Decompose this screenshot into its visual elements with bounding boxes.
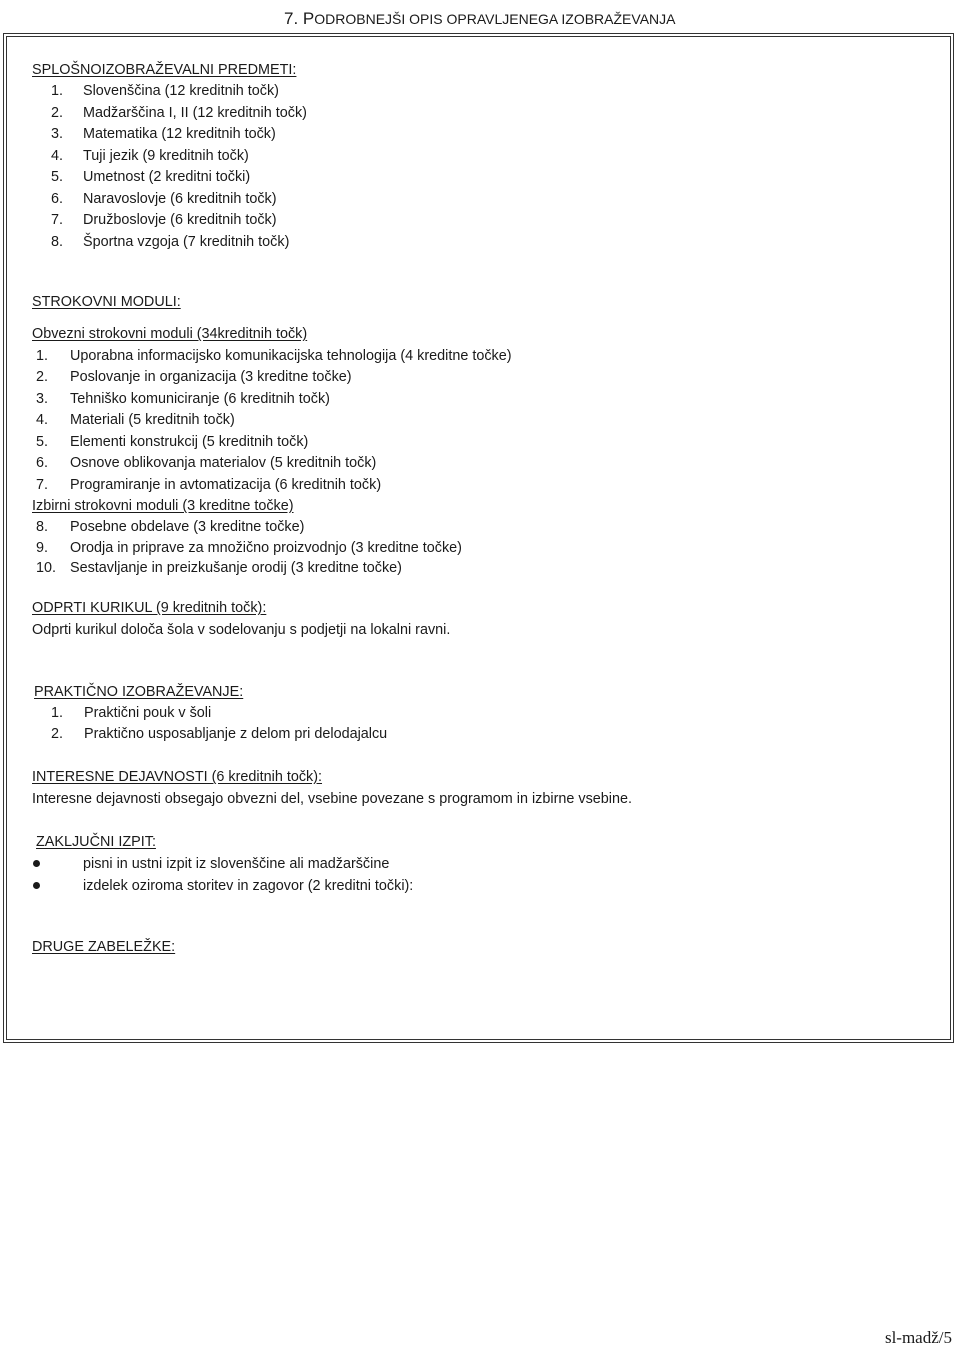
- page-code: sl-madž/5: [884, 1328, 952, 1347]
- list-item: 10. Sestavljanje in preizkušanje orodij (3 kreditne točke): [36, 560, 402, 576]
- list-item: 1. Praktični pouk v šoli: [51, 705, 212, 721]
- other-notes-title: DRUGE ZABELEŽKE:: [32, 939, 176, 955]
- list-item: izdelek oziroma storitev in zagovor (2 kreditni točki):: [83, 878, 414, 894]
- mandatory-modules-title: Obvezni strokovni moduli (34kreditnih točk): [32, 326, 308, 342]
- page-title: [284, 9, 675, 29]
- list-item: 9. Orodja in priprave za množično proizvodnjo (3 kreditne točke): [36, 540, 462, 556]
- list-item: 3. Matematika (12 kreditnih točk): [51, 126, 276, 142]
- list-item: 4. Materiali (5 kreditnih točk): [36, 412, 235, 428]
- page-title-rest: ODROBNEJŠI OPIS OPRAVLJENEGA IZOBRAŽEVANJA: [314, 11, 676, 27]
- list-item: 3. Tehniško komuniciranje (6 kreditnih točk): [36, 391, 330, 407]
- open-curriculum-text: Odprti kurikul določa šola v sodelovanju s podjetji na lokalni ravni.: [32, 622, 451, 638]
- list-item: 5. Elementi konstrukcij (5 kreditnih točk): [36, 434, 309, 450]
- interest-activities-text: Interesne dejavnosti obsegajo obvezni del, vsebine povezane s programom in izbirne vsebine.: [32, 791, 632, 807]
- list-item: 7. Programiranje in avtomatizacija (6 kreditnih točk): [36, 477, 382, 493]
- final-exam-title: ZAKLJUČNI IZPIT:: [36, 834, 156, 850]
- list-item: 1. Slovenščina (12 kreditnih točk): [51, 83, 279, 99]
- professional-modules-title: STROKOVNI MODULI:: [32, 294, 181, 310]
- elective-modules-title: Izbirni strokovni moduli (3 kreditne točke): [32, 498, 294, 514]
- practical-training-title: PRAKTIČNO IZOBRAŽEVANJE:: [34, 684, 244, 700]
- open-curriculum-title: ODPRTI KURIKUL (9 kreditnih točk):: [32, 600, 267, 616]
- list-item: 6. Naravoslovje (6 kreditnih točk): [51, 191, 277, 207]
- list-item: 5. Umetnost (2 kreditni točki): [51, 169, 251, 185]
- bullet-icon: [33, 860, 40, 867]
- bullet-icon: [33, 882, 40, 889]
- general-subjects-title: SPLOŠNOIZOBRAŽEVALNI PREDMETI:: [32, 62, 297, 78]
- list-item: 1. Uporabna informacijsko komunikacijska tehnologija (4 kreditne točke): [36, 348, 512, 364]
- page-title-number: 7. P: [284, 9, 315, 28]
- list-item: 7. Družboslovje (6 kreditnih točk): [51, 212, 277, 228]
- list-item: 2. Praktično usposabljanje z delom pri delodajalcu: [51, 726, 388, 742]
- list-item: 2. Madžarščina I, II (12 kreditnih točk): [51, 105, 307, 121]
- list-item: 4. Tuji jezik (9 kreditnih točk): [51, 148, 249, 164]
- interest-activities-title: INTERESNE DEJAVNOSTI (6 kreditnih točk):: [32, 769, 323, 785]
- list-item: 6. Osnove oblikovanja materialov (5 kreditnih točk): [36, 455, 377, 471]
- list-item: 8. Športna vzgoja (7 kreditnih točk): [51, 234, 290, 250]
- list-item: 2. Poslovanje in organizacija (3 kreditne točke): [36, 369, 352, 385]
- list-item: 8. Posebne obdelave (3 kreditne točke): [36, 519, 305, 535]
- list-item: pisni in ustni izpit iz slovenščine ali madžarščine: [83, 856, 390, 872]
